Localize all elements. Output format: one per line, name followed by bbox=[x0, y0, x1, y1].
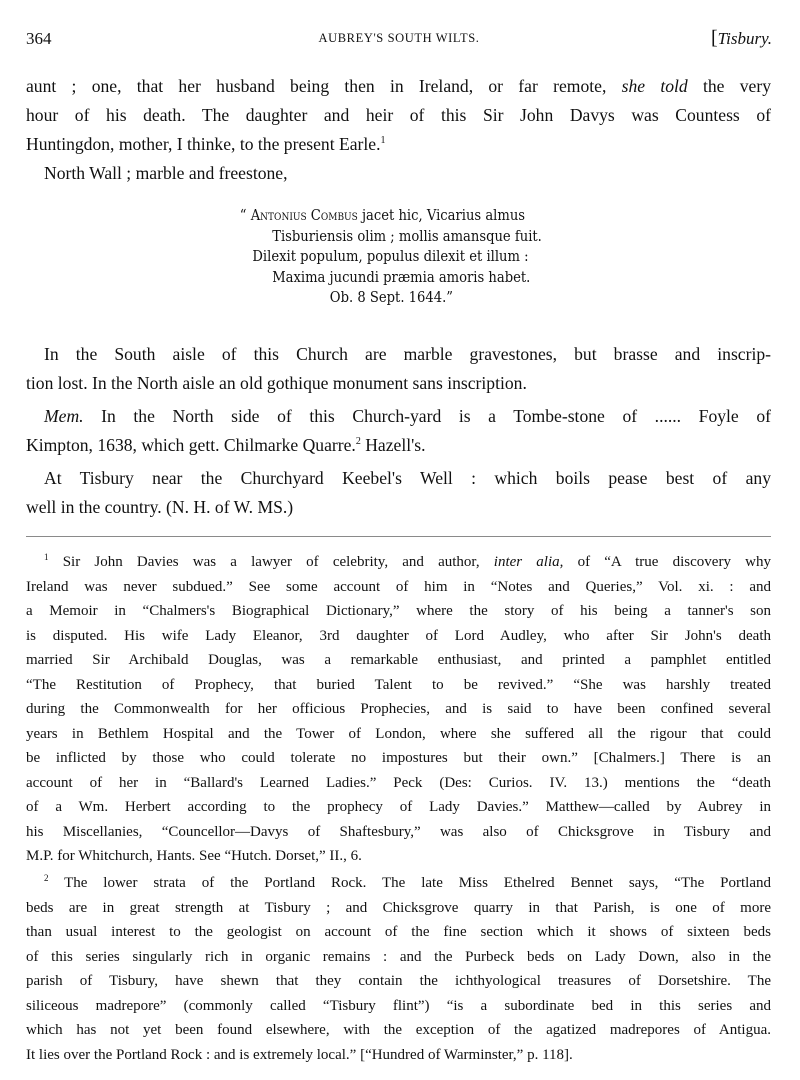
paragraph-aunt bbox=[26, 72, 771, 159]
footnote-line: years in Bethlem Hospital and the Tower of London, where she suffered all the rigour that could bbox=[26, 725, 771, 742]
epitaph-line: Ob. 8 Sept. 1644.” bbox=[329, 289, 453, 306]
footnote-line: of this series singularly rich in organic remains : and the Purbeck beds on Lady Down, also in the bbox=[26, 948, 771, 965]
footnote-line: than usual interest to the geologist on account of the fine section which it shows of sixteen beds bbox=[26, 924, 771, 940]
footnote-line: married Sir Archibald Douglas, was a remarkable enthusiast, and printed a pamphlet entitled bbox=[26, 652, 771, 668]
footnote-line: during the Commonwealth for her officious Prophecies, and is said to have been confined several bbox=[26, 701, 771, 717]
footnote-ref-1[interactable]: 1 bbox=[380, 135, 386, 146]
text-line: hour of his death. The daughter and heir of this Sir John Davys was Countess of bbox=[26, 105, 771, 125]
footnote-line: his Miscellanies, “Councellor—Davys of Shaftesbury,” was also of Chicksgrove in Tisbury and bbox=[26, 823, 771, 840]
footnote-line: $^2$ The lower strata of the Portland Rock. The late Miss Ethelred Bennet says, “The Portland bbox=[44, 873, 771, 891]
footnote-line: of a Wm. Herbert according to the prophecy of Lady Davies.” Matthew—called by Aubrey in bbox=[26, 799, 771, 815]
mem-label: Mem. bbox=[44, 406, 84, 426]
text-line: Mem. In the North side of this Church-yard is a Tombe-stone of ...... Foyle of bbox=[44, 406, 771, 426]
epitaph-line: Dilexit populum, populus dilexit et illum : bbox=[252, 248, 529, 265]
footnote-line: “The Restitution of Prophecy, that buried Talent to be revived.” “She was harshly treated bbox=[26, 676, 771, 693]
epitaph-line: “ Antonius Combus jacet hic, Vicarius almus bbox=[239, 207, 526, 224]
footnote-line: be inflicted by those who could tolerate no impostures but their own.” [Chalmers.] There is an bbox=[26, 750, 771, 766]
italic-phrase: she told bbox=[621, 76, 688, 96]
footnote-marker-1: 1 bbox=[44, 552, 49, 562]
footnote-line: account of her in “Ballard's Learned Ladies.” Peck (Des: Curios. IV. 13.) mentions the “death bbox=[26, 774, 771, 791]
footnote-line: $^1$ Sir John Davies was a lawyer of celebrity, and author, inter alia, of “A true discovery why bbox=[44, 552, 771, 570]
footnote-ref-2[interactable]: 2 bbox=[355, 436, 361, 447]
section-name: Tisbury. bbox=[717, 29, 772, 48]
footnote-line: parish of Tisbury, have shewn that they contain the ichthyological treasures of Dorsetshire. The bbox=[26, 973, 771, 989]
text-line: well in the country. (N. H. of W. MS.) bbox=[26, 497, 294, 517]
footnote-1 bbox=[26, 550, 771, 869]
text-line: Huntingdon, mother, I thinke, to the present Earle.$^1$ bbox=[26, 134, 386, 154]
running-head: AUBREY'S SOUTH WILTS. bbox=[318, 31, 480, 45]
paragraph-keebels-well bbox=[26, 464, 771, 522]
footnote-marker-2: 2 bbox=[44, 873, 49, 883]
text-line: North Wall ; marble and freestone, bbox=[44, 163, 288, 183]
footnote-line: a Memoir in “Chalmers's Biographical Dictionary,” where the story of his being a tanner's son bbox=[26, 603, 771, 619]
paragraph-north-wall bbox=[26, 159, 771, 188]
page-number: 364 bbox=[26, 29, 52, 48]
text-line: Kimpton, 1638, which gett. Chilmarke Quarre.$^2$ Hazell's. bbox=[26, 435, 426, 455]
footnote-line: which has not yet been found elsewhere, with the exception of the agatized madrepores of Antigua. bbox=[26, 1022, 771, 1038]
footnote-divider bbox=[26, 536, 771, 537]
paragraph-mem bbox=[26, 402, 771, 460]
text-line: aunt ; one, that her husband being then in Ireland, or far remote, she told the very bbox=[26, 76, 771, 96]
paragraph-south-aisle bbox=[26, 340, 771, 398]
section-bracket: [ bbox=[710, 27, 718, 49]
section-tag bbox=[711, 27, 772, 50]
epitaph-line: Tisburiensis olim ; mollis amansque fuit. bbox=[272, 227, 542, 245]
epitaph-line: Maxima jucundi præmia amoris habet. bbox=[272, 268, 531, 286]
footnote-line: It lies over the Portland Rock : and is extremely local.” [“Hundred of Warminster,” p. 118]. bbox=[26, 1046, 573, 1063]
page-header bbox=[26, 29, 772, 53]
footnote-2 bbox=[26, 871, 771, 1067]
footnote-line: is disputed. His wife Lady Eleanor, 3rd daughter of Lord Audley, who after Sir John's death bbox=[26, 627, 771, 644]
text-line: tion lost. In the North aisle an old gothique monument sans inscription. bbox=[26, 373, 527, 393]
text-line: In the South aisle of this Church are marble gravestones, but brasse and inscrip- bbox=[44, 344, 771, 364]
footnote-line: M.P. for Whitchurch, Hants. See “Hutch. Dorset,” II., 6. bbox=[26, 848, 362, 864]
footnote-line: beds are in great strength at Tisbury ; and Chicksgrove quarry in that Parish, is one of more bbox=[26, 899, 771, 916]
footnote-line: siliceous madrepore” (commonly called “Tisbury flint”) “is a subordinate bed in this series and bbox=[26, 997, 771, 1014]
text-line: At Tisbury near the Churchyard Keebel's Well : which boils pease best of any bbox=[44, 468, 771, 488]
footnote-line: Ireland was never subdued.” See some account of him in “Notes and Queries,” Vol. xi. : and bbox=[26, 578, 771, 595]
